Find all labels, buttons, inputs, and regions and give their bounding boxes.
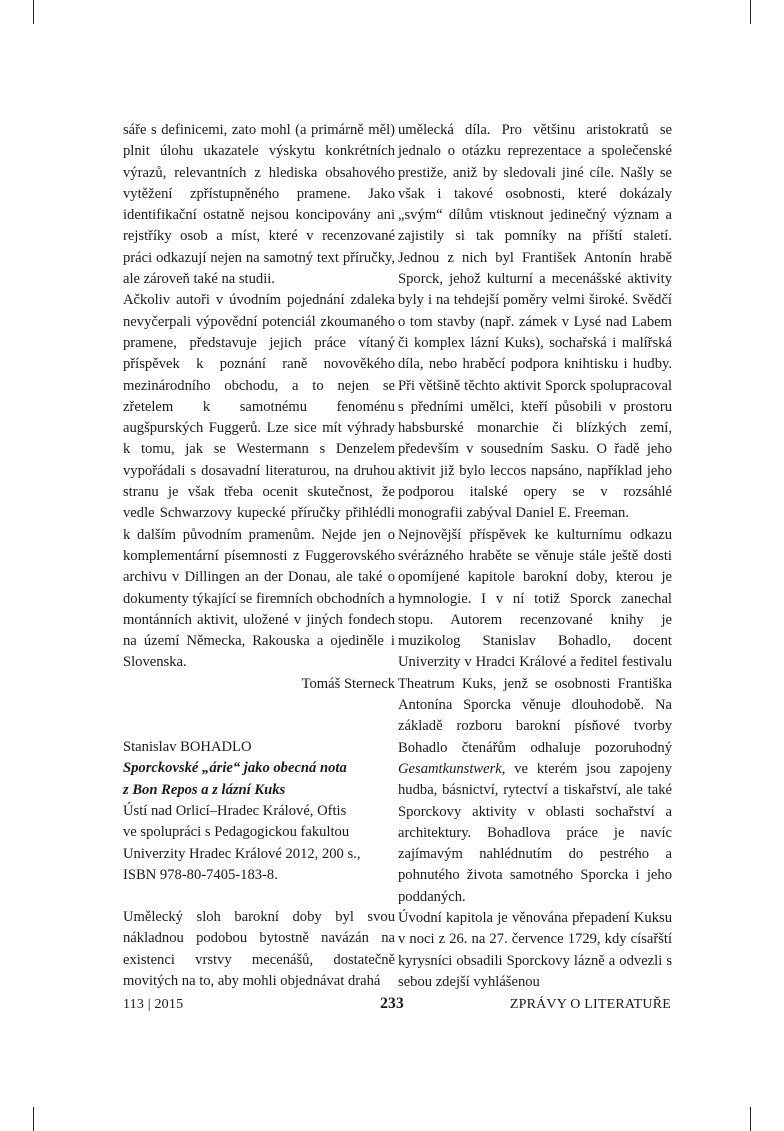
- paragraph: Ačkoliv autoři v úvodním pojednání zdaleka nevyčerpali výpovědní potenciál zkoumaného pramene, představuje jejich práce vítaný příspěvek k poznání raně novověkého mezinárodního obchodu, a to nejen se zřetelem k samotnému fenoménu augšpurských Fuggerů. Lze sice mít výhrady k tomu, jak se Westermann s Denzelem vypořádali s dosavadní literaturou, na druhou stranu je však třeba ocenit skutečnost, že vedle Schwarzovy kupecké příručky přihlédli k dalším původním pramenům. Nejde jen o komplementární písemnosti z Fuggerovského archivu v Dillingen an der Donau, ale také o dokumenty týkající se firemních obchodních a montánních aktivit, uložené v jiných fondech na území Německa, Rakouska a ojediněle i Slovenska.: [123, 292, 395, 671]
- paragraph: umělecká díla. Pro většinu aristokratů se jednalo o otázku reprezentace a společenské prestiže, aniž by sledovali jiné cíle. Našly se však i takové osobnosti, které dokázaly „svým“ dílům vtisknout jedinečný význam a zajistily si tak pomníky na příští staletí. Jednou z nich byl František Antonín hrabě Sporck, jehož kulturní a mecenášské aktivity byly i na tehdejší poměry velmi široké. Svědčí o tom stavby (např. zámek v Lysé nad Labem či komplex lázní Kuks), sochařská i malířská díla, nebo hraběcí podpora knihtisku i hudby. Při většině těchto aktivit Sporck spolupracoval s předními umělci, kteří působili v prostoru habsburské monarchie či blízkých zemí, především v sousedním Sasku. O řadě jeho aktivit již bylo leccos napsáno, například jeho podporou italské opery se v rozsáhlé monografii zabýval Daniel E. Freeman.: [398, 122, 672, 522]
- crop-mark: [750, 1107, 751, 1131]
- journal-title: ZPRÁVY O LITERATUŘE: [509, 997, 671, 1012]
- paragraph-text: , ve kterém jsou zapojeny hudba, básnictví, rytectví a tiskařství, ale také Sporckovy aktivity v oblasti sochařství a architektury. Bohadlova práce je navíc zajímavým nahlédnutím do pestrého a pohnutého života samotného Sporcka i jeho poddaných.: [398, 760, 672, 905]
- book-author: Stanislav BOHADLO: [123, 739, 252, 756]
- crop-mark: [33, 0, 34, 24]
- paragraph: [398, 525, 672, 908]
- page-number: 233: [380, 995, 404, 1012]
- book-title-line: Sporckovské „árie“ jako obecná nota: [123, 760, 347, 777]
- italic-term: Gesamtkunstwerk: [398, 760, 502, 777]
- paragraph: sáře s definicemi, zato mohl (a primárně měl) plnit úlohu ukazatele výskytu konkrétních výrazů, relevantních z hlediska obsahového vytěžení zpřístupněného pramene. Jako identifikační ostatně nejsou koncipovány ani rejstříky osob a míst, které v recenzované práci odkazují nejen na samotný text příručky, ale zároveň také na studii.: [123, 122, 395, 288]
- crop-mark: [33, 1107, 34, 1131]
- paragraph: Úvodní kapitola je věnována přepadení Kuksu v noci z 26. na 27. července 1729, kdy císařští kyrysníci obsadili Sporckovy lázně a odvezli s sebou zdejší vyhlášenou: [398, 909, 672, 990]
- issue-label: 113 | 2015: [123, 997, 184, 1012]
- isbn: ISBN 978-80-7405-183-8.: [123, 866, 278, 883]
- paragraph: Umělecký sloh barokní doby byl svou nákladnou podobou bytostně navázán na existenci vrstvy mecenášů, dostatečně movitých na to, aby mohli objednávat drahá: [123, 909, 395, 989]
- publication-info: Univerzity Hradec Králové 2012, 200 s.,: [123, 845, 361, 862]
- book-title-line: z Bon Repos a z lázní Kuks: [123, 781, 286, 798]
- right-column: [398, 120, 672, 993]
- crop-mark: [750, 0, 751, 24]
- paragraph-text: Nejnovější příspěvek ke kulturnímu odkazu svérázného hraběte se věnuje stále ještě dosti opomíjené kapitole barokní doby, kterou je hymnologie. I v ní totiž Sporck zanechal stopu. Autorem recenzované knihy je muzikolog Stanislav Bohadlo, docent Univerzity v Hradci Králové a ředitel festivalu Theatrum Kuks, jenž se osobnosti Františka Antonína Sporcka věnuje dlouhodobě. Na základě rozboru barokní písňové tvorby Bohadlo čtenářům odhaluje pozoruhodný: [398, 526, 672, 756]
- book-citation: [123, 737, 395, 886]
- publication-info: Ústí nad Orlicí–Hradec Králové, Oftis: [123, 802, 347, 819]
- review-signature: Tomáš Sterneck: [301, 675, 395, 692]
- left-column: [123, 120, 395, 992]
- publication-info: ve spolupráci s Pedagogickou fakultou: [123, 824, 350, 841]
